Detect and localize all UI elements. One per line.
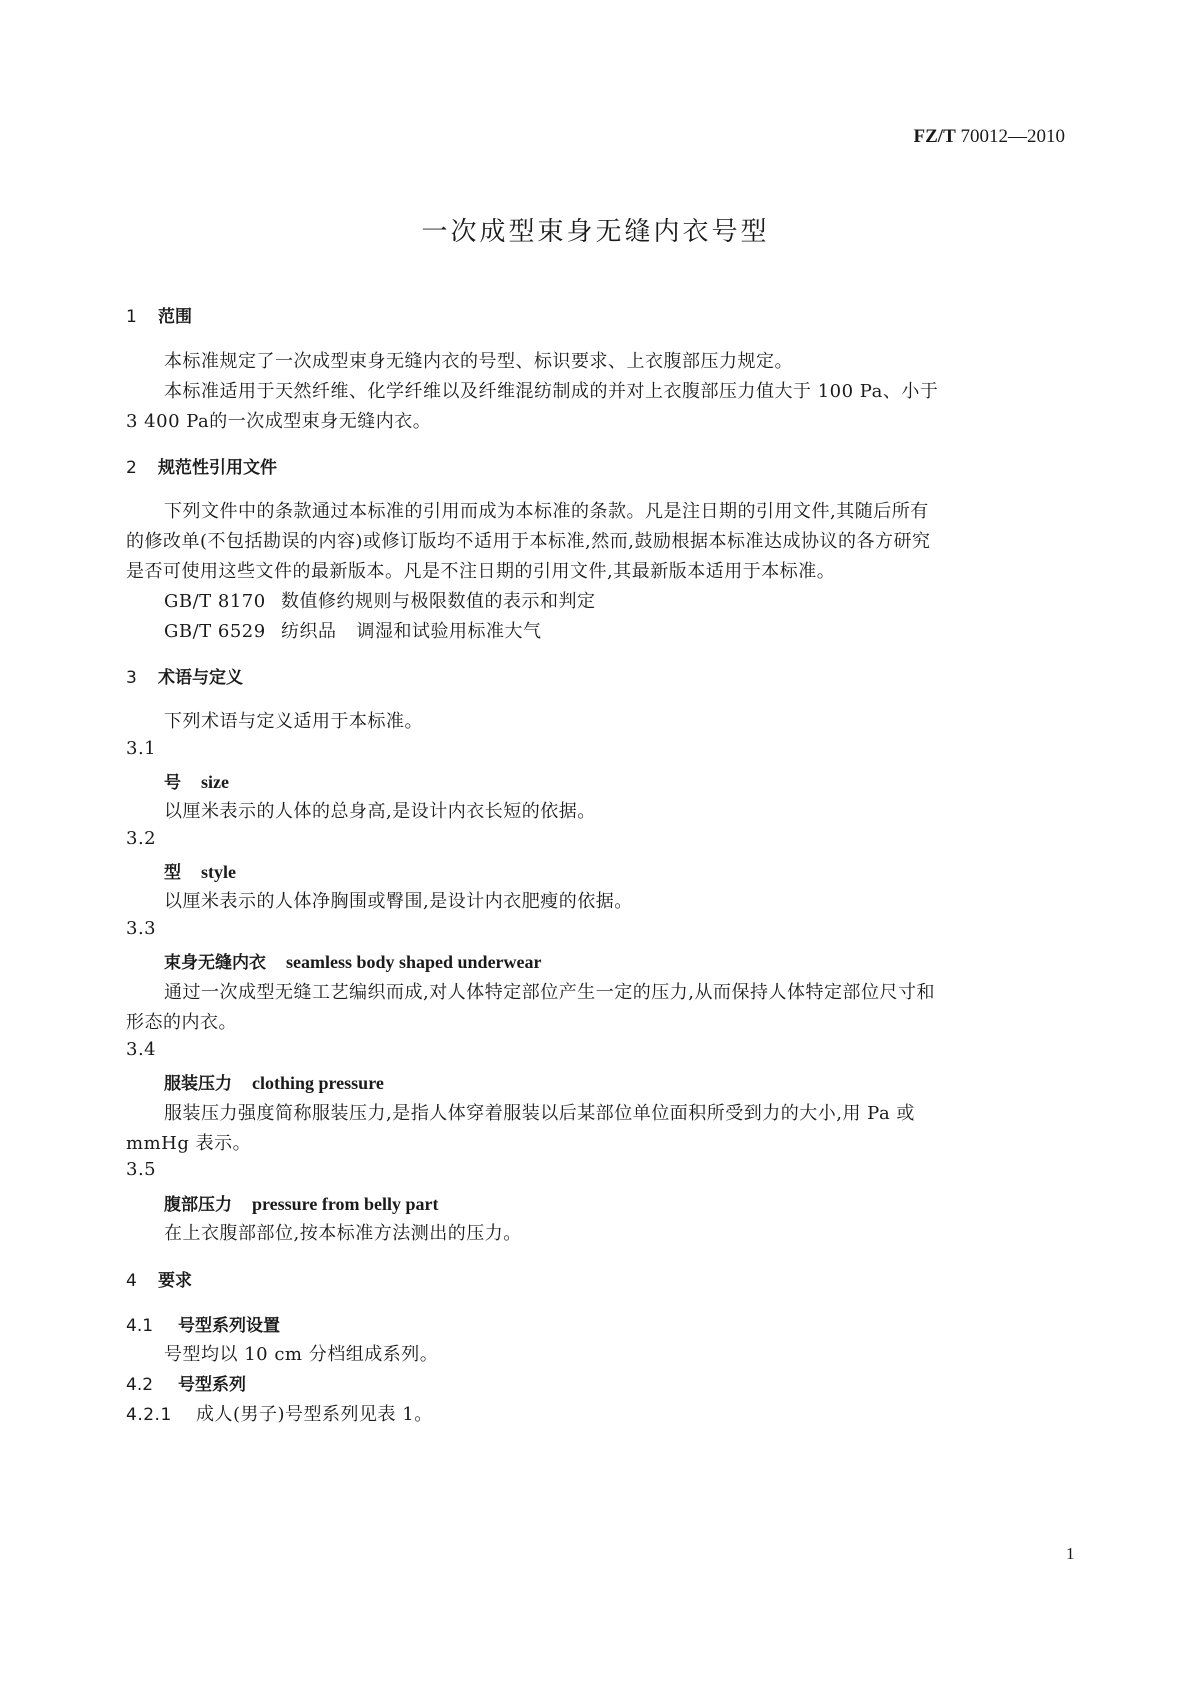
term-definition-cont: 形态的内衣。 <box>126 1012 237 1033</box>
section-4-1-text: 号型均以 10 cm 分档组成系列。 <box>164 1344 439 1365</box>
term-definition: 以厘米表示的人体的总身高,是设计内衣长短的依据。 <box>164 801 596 822</box>
standard-code: FZ/T 70012—2010 <box>913 126 1065 147</box>
section-3-heading: 3 术语与定义 <box>126 668 243 688</box>
page-title: 一次成型束身无缝内衣号型 <box>421 217 770 247</box>
term-number: 3.5 <box>126 1159 157 1180</box>
section-2-heading: 2 规范性引用文件 <box>126 458 277 478</box>
normative-paragraph-b: 的修改单(不包括勘误的内容)或修订版均不适用于本标准,然而,鼓励根据本标准达成协议的各方研究 <box>126 531 931 552</box>
reference-item: GB/T 8170 数值修约规则与极限数值的表示和判定 <box>164 591 596 612</box>
section-4-2-heading: 4.2 号型系列 <box>126 1375 246 1395</box>
term-heading: 腹部压力 pressure from belly part <box>164 1194 439 1215</box>
term-number: 3.3 <box>126 918 157 939</box>
term-definition: 以厘米表示的人体净胸围或臀围,是设计内衣肥瘦的依据。 <box>164 891 633 912</box>
reference-item: GB/T 6529 纺织品 调湿和试验用标准大气 <box>164 621 542 642</box>
term-definition-cont: mmHg 表示。 <box>126 1133 252 1154</box>
section-4-heading: 4 要求 <box>126 1271 192 1291</box>
scope-paragraph-2a: 本标准适用于天然纤维、化学纤维以及纤维混纺制成的并对上衣腹部压力值大于 100 Pa、小于 <box>164 381 939 402</box>
term-definition: 在上衣腹部部位,按本标准方法测出的压力。 <box>164 1223 522 1244</box>
term-heading: 束身无缝内衣 seamless body shaped underwear <box>164 952 542 973</box>
term-definition: 通过一次成型无缝工艺编织而成,对人体特定部位产生一定的压力,从而保持人体特定部位尺寸和 <box>164 982 935 1003</box>
term-number: 3.1 <box>126 738 157 759</box>
term-heading: 型 style <box>164 862 236 883</box>
term-number: 3.2 <box>126 828 157 849</box>
section-4-1-heading: 4.1 号型系列设置 <box>126 1316 280 1336</box>
term-number: 3.4 <box>126 1039 157 1060</box>
terms-intro: 下列术语与定义适用于本标准。 <box>164 711 423 732</box>
page-number: 1 <box>1066 1544 1075 1563</box>
section-4-2-1: 4.2.1 成人(男子)号型系列见表 1。 <box>126 1404 433 1425</box>
normative-paragraph-a: 下列文件中的条款通过本标准的引用而成为本标准的条款。凡是注日期的引用文件,其随后所有 <box>164 501 929 522</box>
section-1-heading: 1 范围 <box>126 307 192 327</box>
scope-paragraph-2b: 3 400 Pa的一次成型束身无缝内衣。 <box>126 411 432 432</box>
term-heading: 号 size <box>164 772 229 793</box>
scope-paragraph-1: 本标准规定了一次成型束身无缝内衣的号型、标识要求、上衣腹部压力规定。 <box>164 351 793 372</box>
term-definition: 服装压力强度简称服装压力,是指人体穿着服装以后某部位单位面积所受到力的大小,用 Pa 或 <box>164 1103 915 1124</box>
term-heading: 服装压力 clothing pressure <box>164 1073 384 1094</box>
normative-paragraph-c: 是否可使用这些文件的最新版本。凡是不注日期的引用文件,其最新版本适用于本标准。 <box>126 561 836 582</box>
